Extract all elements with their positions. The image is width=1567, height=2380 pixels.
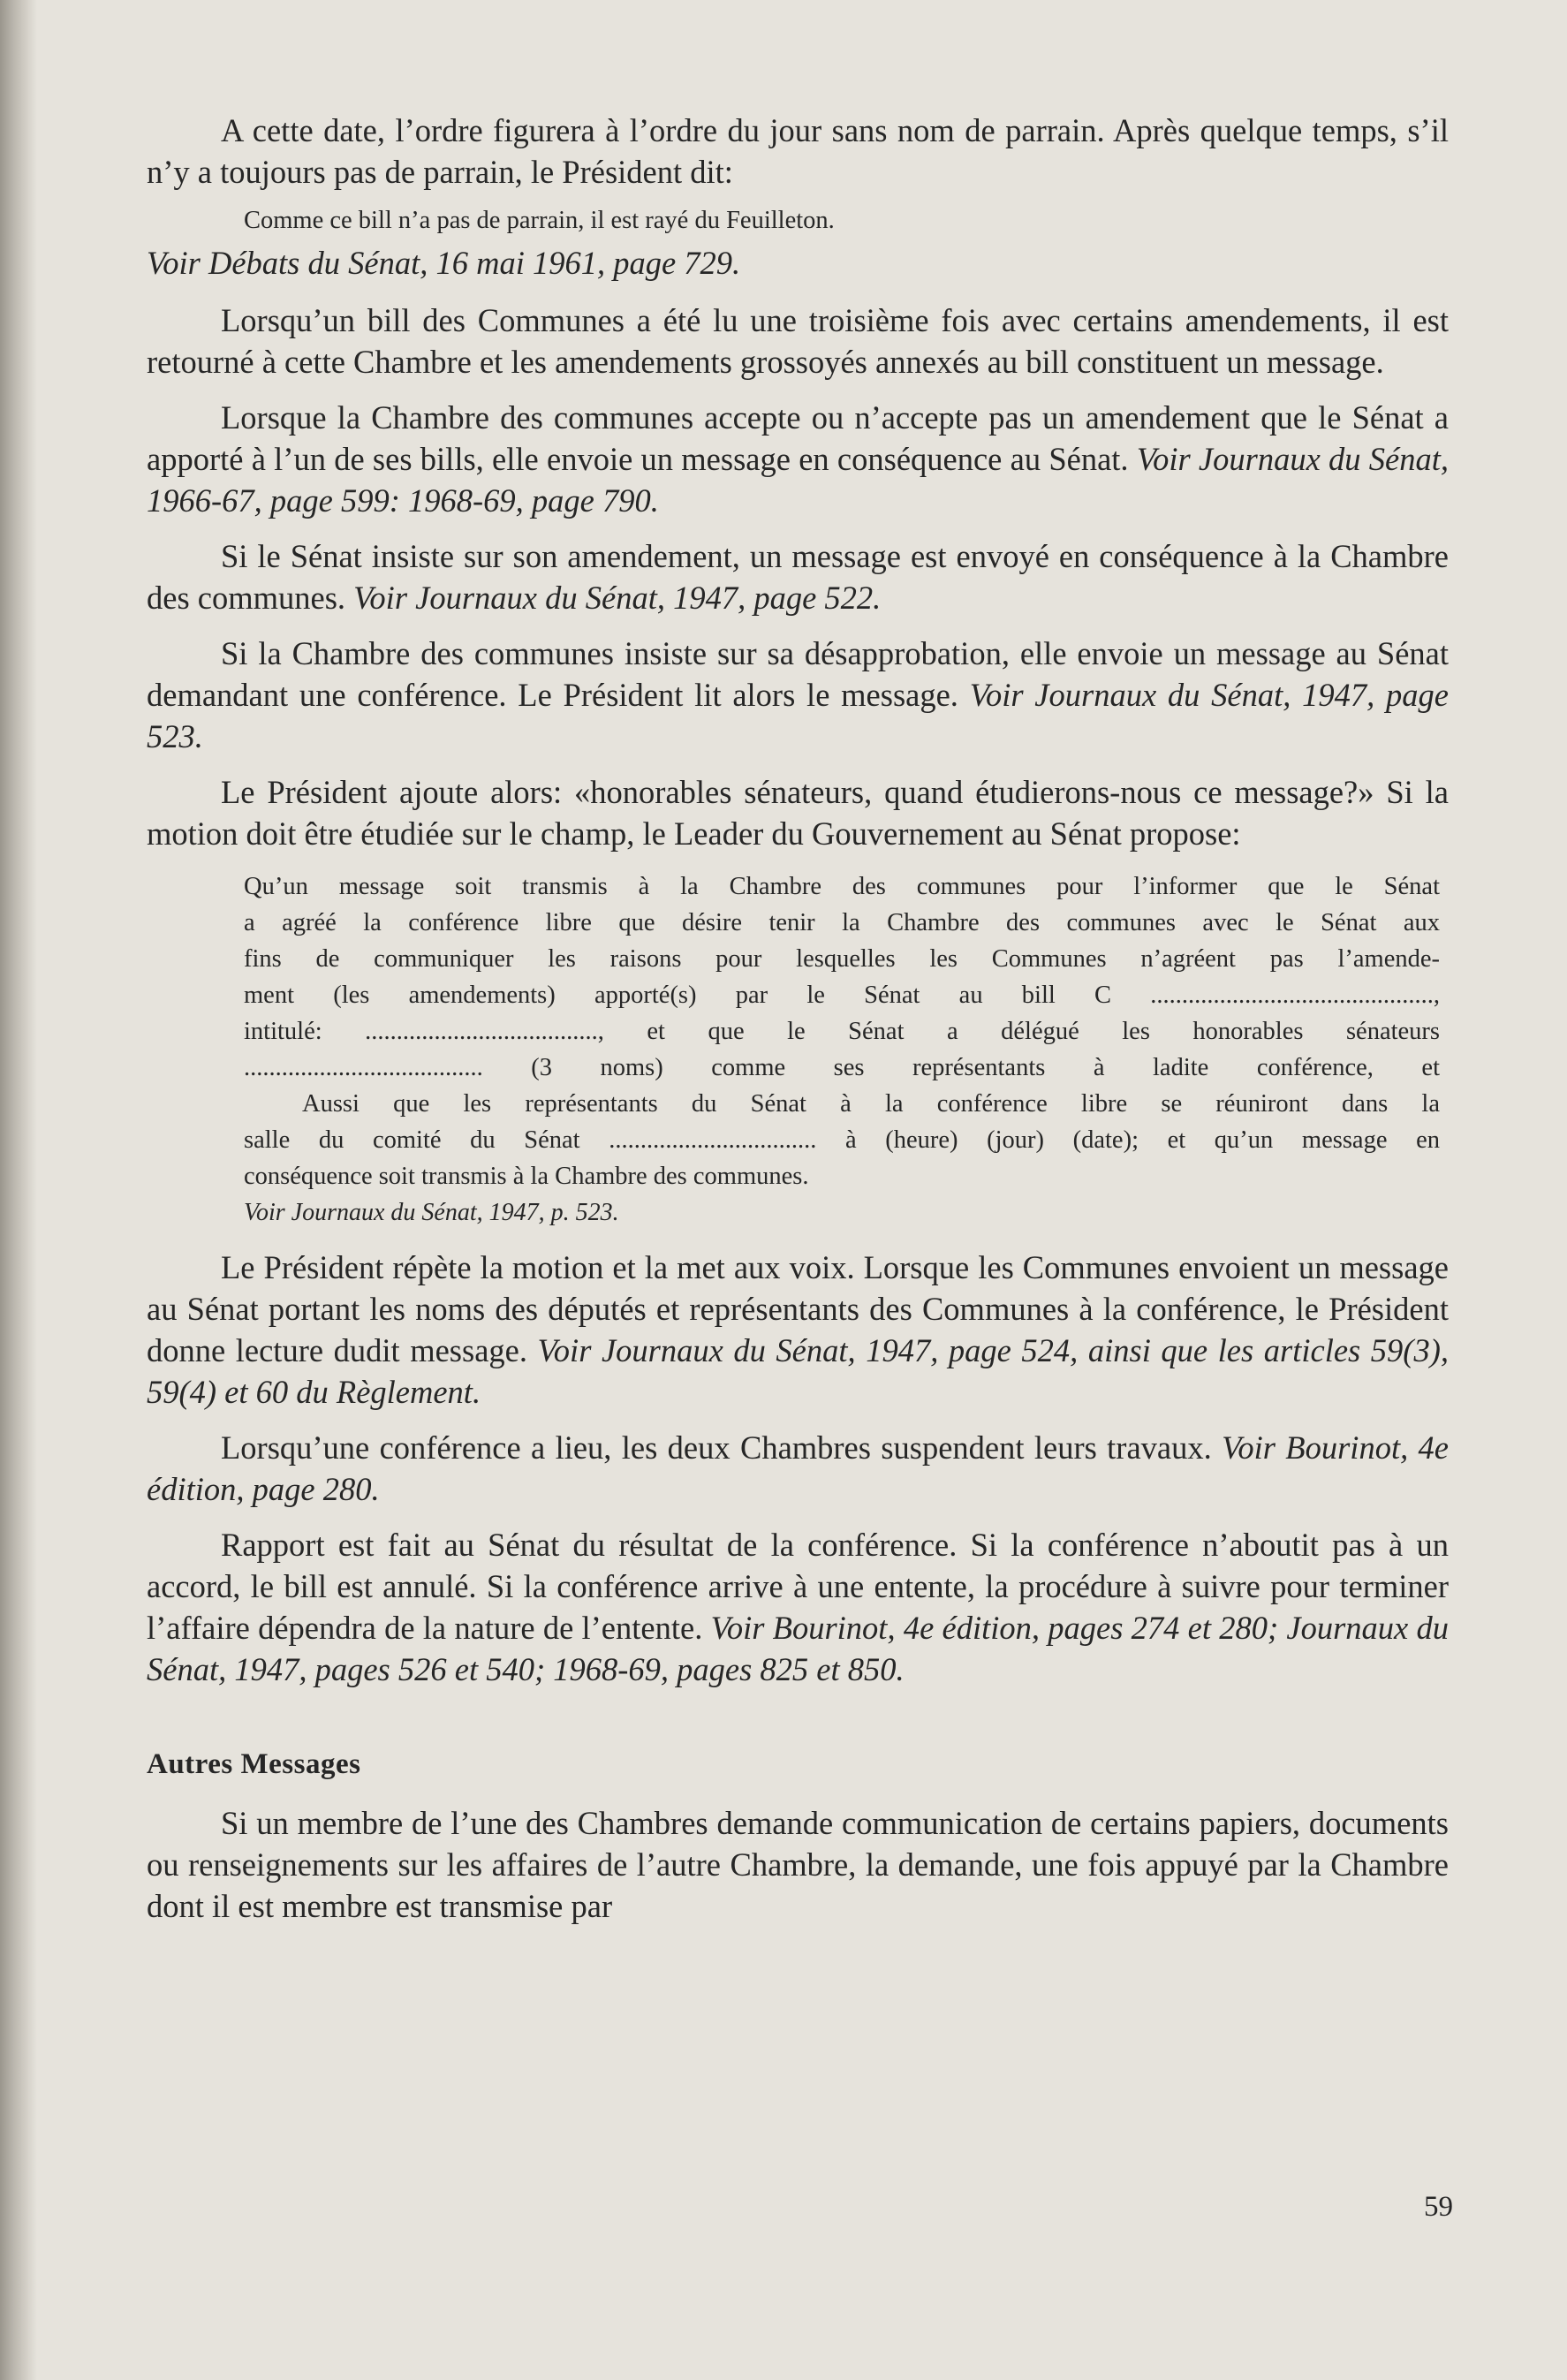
paragraph-5-citation: Voir Journaux du Sénat, 1947, page 523. xyxy=(147,677,1449,754)
motion-line: Qu’un message soit transmis à la Chambre des communes pour l’informer que le Sénat xyxy=(244,873,1440,900)
paragraph-8-text: Lorsqu’une conférence a lieu, les deux Chambres suspendent leurs travaux. xyxy=(221,1429,1212,1466)
motion-line: Aussi que les représentants du Sénat à la conférence libre se réuniront dans la xyxy=(302,1090,1440,1118)
paragraph-6: Le Président ajoute alors: «honorables sénateurs, quand étudierons-nous ce message?» Si la motion doit être étudiée sur le champ, le Leader du Gouvernement au Sénat propose: xyxy=(147,774,1449,852)
paragraph-1: A cette date, l’ordre figurera à l’ordre du jour sans nom de parrain. Après quelque temps, s’il n’y a toujours pas de parrain, le Président dit: xyxy=(147,112,1449,190)
citation-debats: Voir Débats du Sénat, 16 mai 1961, page 729. xyxy=(147,245,741,281)
motion-block xyxy=(147,868,1449,1231)
paragraph-2: Lorsqu’un bill des Communes a été lu une troisième fois avec certains amendements, il est retourné à cette Chambre et les amendements grossoyés annexés au bill constituent un message. xyxy=(147,302,1449,380)
paragraph-4-text: Si le Sénat insiste sur son amendement, un message est envoyé en conséquence à la Chambre des communes. xyxy=(147,538,1449,616)
motion-line: fins de communiquer les raisons pour lesquelles les Communes n’agréent pas l’amende- xyxy=(244,945,1440,973)
motion-line: a agréé la conférence libre que désire tenir la Chambre des communes avec le Sénat aux xyxy=(244,909,1440,936)
paragraph-9-citation: Voir Bourinot, 4e édition, pages 274 et 280; Journaux du Sénat, 1947, pages 526 et 540; 1968-69, pages 825 et 850. xyxy=(147,1610,1449,1687)
quote-rayé: Comme ce bill n’a pas de parrain, il est rayé du Feuilleton. xyxy=(244,207,835,234)
page-body xyxy=(147,110,1449,1941)
paragraph-7-text: Le Président répète la motion et la met aux voix. Lorsque les Communes envoient un message au Sénat portant les noms des députés et représentants des Communes à la conférence, le Président donne lecture dudit message. xyxy=(147,1249,1449,1368)
motion-line: conséquence soit transmis à la Chambre des communes. xyxy=(244,1163,809,1190)
paragraph-3 xyxy=(147,397,1449,521)
paragraph-10: Si un membre de l’une des Chambres demande communication de certains papiers, documents ou renseignements sur les affaires de l’autre Chambre, la demande, une fois appuyé par la Chambre dont il est membre est transmise par xyxy=(147,1805,1449,1924)
paragraph-4-citation: Voir Journaux du Sénat, 1947, page 522. xyxy=(353,580,882,616)
motion-citation: Voir Journaux du Sénat, 1947, p. 523. xyxy=(244,1199,619,1226)
paragraph-8-citation: Voir Bourinot, 4e édition, page 280. xyxy=(147,1429,1450,1507)
motion-line: salle du comité du Sénat ................................. à (heure) (jour) (date); et qu’un message en xyxy=(244,1126,1440,1154)
motion-line: ...................................... (3 noms) comme ses représentants à ladite conférence, et xyxy=(244,1054,1440,1081)
page-number: 59 xyxy=(1424,2191,1453,2223)
book-spine-shadow xyxy=(0,0,37,2380)
paragraph-5 xyxy=(147,633,1449,757)
motion-line: ment (les amendements) apporté(s) par le Sénat au bill C ............................................., xyxy=(244,982,1440,1009)
paragraph-8 xyxy=(147,1427,1449,1510)
paragraph-3-text: Lorsque la Chambre des communes accepte ou n’accepte pas un amendement que le Sénat a apporté à l’un de ses bills, elle envoie un message en conséquence au Sénat. xyxy=(147,399,1449,477)
paragraph-7-citation: Voir Journaux du Sénat, 1947, page 524, ainsi que les articles 59(3), 59(4) et 60 du Règlement. xyxy=(147,1332,1449,1410)
paragraph-9-text: Rapport est fait au Sénat du résultat de la conférence. Si la conférence n’aboutit pas à un accord, le bill est annulé. Si la conférence arrive à une entente, la procédure à suivre pour terminer l’affaire dépendra de la nature de l’entente. xyxy=(147,1527,1449,1646)
paragraph-9 xyxy=(147,1524,1449,1690)
paragraph-7 xyxy=(147,1247,1449,1413)
paragraph-5-text: Si la Chambre des communes insiste sur sa désapprobation, elle envoie un message au Sénat demandant une conférence. Le Président lit alors le message. xyxy=(147,635,1449,713)
paragraph-4 xyxy=(147,535,1449,618)
section-heading: Autres Messages xyxy=(147,1748,361,1780)
motion-line: intitulé: ....................................., et que le Sénat a délégué les honorables sénateurs xyxy=(244,1018,1440,1045)
paragraph-3-citation: Voir Journaux du Sénat, 1966-67, page 599: 1968-69, page 790. xyxy=(147,441,1450,519)
